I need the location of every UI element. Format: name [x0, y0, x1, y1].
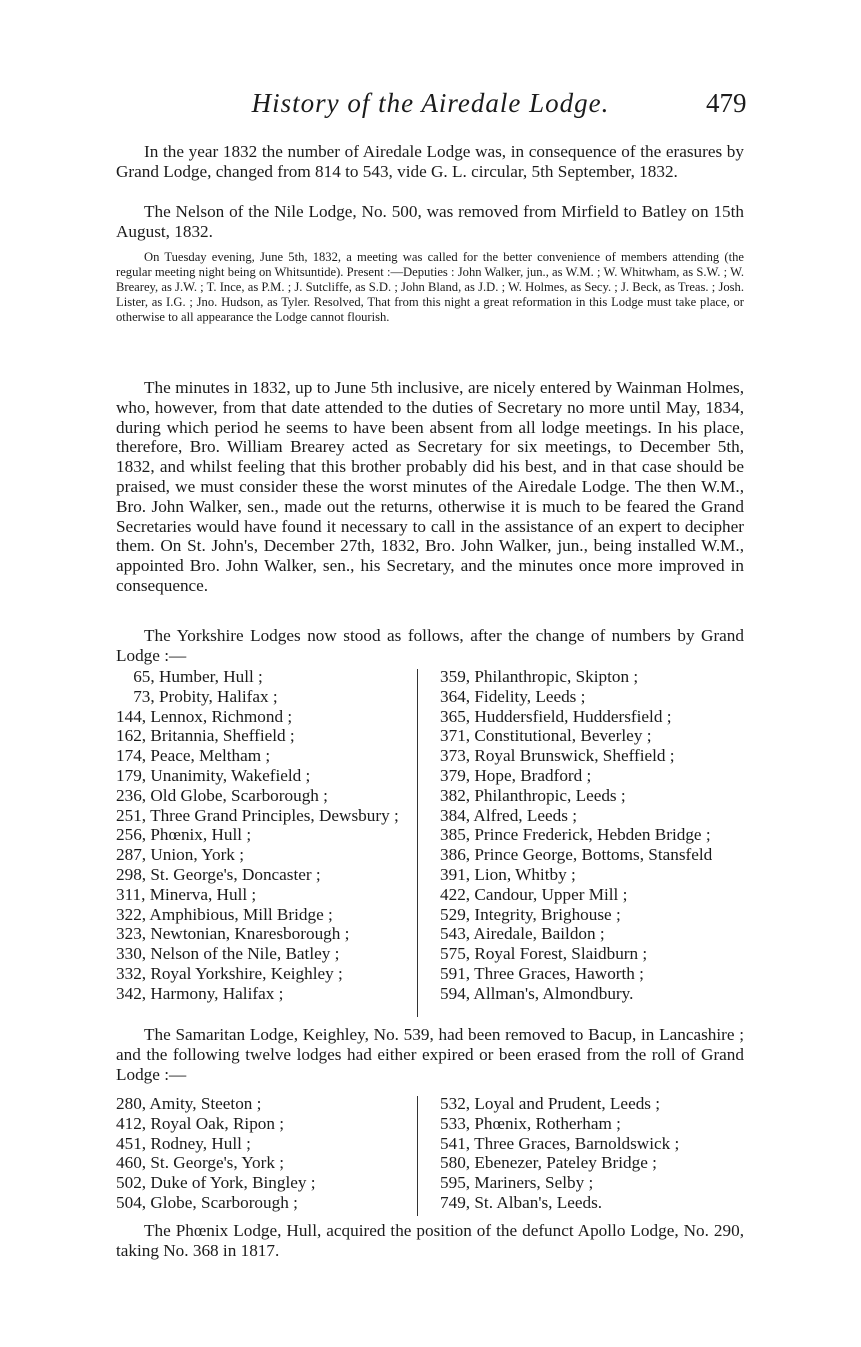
list-item: 359, Philanthropic, Skipton ; [440, 667, 639, 686]
paragraph-1: In the year 1832 the number of Airedale Lodge was, in consequence of the erasures by Grand Lodge, changed from 814 to 543, vide G. L. circular, 5th September, 1832. [116, 142, 744, 181]
list-item: 386, Prince George, Bottoms, Stansfeld [440, 845, 713, 865]
list-item: 580, Ebenezer, Pateley Bridge ; [440, 1153, 657, 1173]
list-item: 541, Three Graces, Barnoldswick ; [440, 1133, 680, 1153]
paragraph-4: The Yorkshire Lodges now stood as follows, after the change of numbers by Grand Lodge :— [116, 626, 744, 665]
list-item: 412, Royal Oak, Ripon ; [116, 1113, 285, 1133]
paragraph-2: The Nelson of the Nile Lodge, No. 500, was removed from Mirfield to Batley on 15th August, 1832. [116, 202, 744, 241]
list-item: 749, St. Alban's, Leeds. [440, 1192, 603, 1212]
list-item: 280, Amity, Steeton ; [116, 1094, 262, 1113]
list-item: 365, Huddersfield, Huddersfield ; [440, 706, 672, 726]
list-item: 342, Harmony, Halifax ; [116, 983, 284, 1003]
list-item: 382, Philanthropic, Leeds ; [440, 785, 626, 805]
erased-lodges-left-column [116, 1094, 402, 1213]
running-title: History of the Airedale Lodge. [251, 88, 610, 118]
list-item: 323, Newtonian, Knaresborough ; [116, 924, 350, 944]
page-header [0, 88, 861, 128]
list-item: 595, Mariners, Selby ; [440, 1173, 594, 1193]
list-item: 174, Peace, Meltham ; [116, 746, 271, 766]
list-item: 502, Duke of York, Bingley ; [116, 1173, 316, 1193]
list-item: 391, Lion, Whitby ; [440, 864, 576, 884]
list-item: 162, Britannia, Sheffield ; [116, 726, 295, 746]
list-item: 256, Phœnix, Hull ; [116, 825, 252, 845]
list-item: 460, St. George's, York ; [116, 1153, 284, 1173]
column-divider [417, 1096, 418, 1216]
list-item: 236, Old Globe, Scarborough ; [116, 785, 328, 805]
list-item: 332, Royal Yorkshire, Keighley ; [116, 963, 343, 983]
list-item: 364, Fidelity, Leeds ; [440, 686, 586, 706]
list-item: 298, St. George's, Doncaster ; [116, 864, 321, 884]
list-item: 594, Allman's, Almondbury. [440, 983, 634, 1003]
list-item: 504, Globe, Scarborough ; [116, 1192, 298, 1212]
list-item: 533, Phœnix, Rotherham ; [440, 1113, 621, 1133]
paragraph-6: The Phœnix Lodge, Hull, acquired the position of the defunct Apollo Lodge, No. 290, taking No. 368 in 1817. [116, 1221, 744, 1260]
list-item: 144, Lennox, Richmond ; [116, 706, 293, 726]
list-item: 311, Minerva, Hull ; [116, 884, 257, 904]
list-item: 543, Airedale, Baildon ; [440, 924, 605, 944]
yorkshire-lodges-left-column [116, 667, 402, 1004]
yorkshire-lodges-list [116, 667, 746, 1019]
list-item: 65, Humber, Hull ; [116, 667, 263, 686]
list-item: 322, Amphibious, Mill Bridge ; [116, 904, 333, 924]
list-item: 591, Three Graces, Haworth ; [440, 963, 644, 983]
page-number: 479 [706, 88, 747, 118]
erased-lodges-right-column [440, 1094, 746, 1213]
list-item: 330, Nelson of the Nile, Batley ; [116, 944, 340, 964]
list-item: 179, Unanimity, Wakefield ; [116, 765, 311, 785]
list-item: 385, Prince Frederick, Hebden Bridge ; [440, 825, 711, 845]
list-item: 287, Union, York ; [116, 845, 244, 865]
list-item: 451, Rodney, Hull ; [116, 1133, 251, 1153]
list-item: 371, Constitutional, Beverley ; [440, 726, 652, 746]
list-item: 529, Integrity, Brighouse ; [440, 904, 621, 924]
erased-lodges-list [116, 1094, 746, 1218]
list-item: 251, Three Grand Principles, Dewsbury ; [116, 805, 399, 825]
column-divider [417, 669, 418, 1017]
list-item: 73, Probity, Halifax ; [116, 686, 278, 706]
list-item: 379, Hope, Bradford ; [440, 765, 592, 785]
list-item: 575, Royal Forest, Slaidburn ; [440, 944, 648, 964]
minutes-note: On Tuesday evening, June 5th, 1832, a meeting was called for the better convenience of members attending (the regular meeting night being on Whitsuntide). Present :—Deputies : John Walker, jun., as W.M. ; W. Whitwham, as S.W. ; W. Brearey, as J.W. ; T. Ince, as P.M. ; J. Sutcliffe, as S.D. ; John Bland, as J.D. ; W. Holmes, as Secy. ; J. Beck, as Treas. ; Josh. Lister, as I.G. ; Jno. Hudson, as Tyler. Resolved, That from this night a great reformation in this Lodge must take place, or otherwise to all appearance the Lodge cannot flourish. [116, 250, 744, 324]
yorkshire-lodges-right-column [440, 667, 746, 1004]
paragraph-3: The minutes in 1832, up to June 5th inclusive, are nicely entered by Wainman Holmes, who, however, from that date attended to the duties of Secretary no more until May, 1834, during which period he seems to have been absent from all lodge meetings. In his place, therefore, Bro. William Brearey acted as Secretary for six meetings, to December 5th, 1832, and whilst feeling that this brother probably did his best, and in that case should be praised, we must consider these the worst minutes of the Airedale Lodge. The then W.M., Bro. John Walker, sen., made out the returns, otherwise it is much to be feared the Grand Secretaries would have found it necessary to call in the assistance of an expert to decipher them. On St. John's, December 27th, 1832, Bro. John Walker, jun., being installed W.M., appointed Bro. John Walker, sen., his Secretary, and the minutes once more improved in consequence. [116, 378, 744, 595]
list-item: 532, Loyal and Prudent, Leeds ; [440, 1094, 661, 1113]
paragraph-5: The Samaritan Lodge, Keighley, No. 539, had been removed to Bacup, in Lancashire ; and the following twelve lodges had either expired or been erased from the roll of Grand Lodge :— [116, 1025, 744, 1084]
list-item: 422, Candour, Upper Mill ; [440, 884, 628, 904]
list-item: 373, Royal Brunswick, Sheffield ; [440, 746, 675, 766]
list-item: 384, Alfred, Leeds ; [440, 805, 577, 825]
